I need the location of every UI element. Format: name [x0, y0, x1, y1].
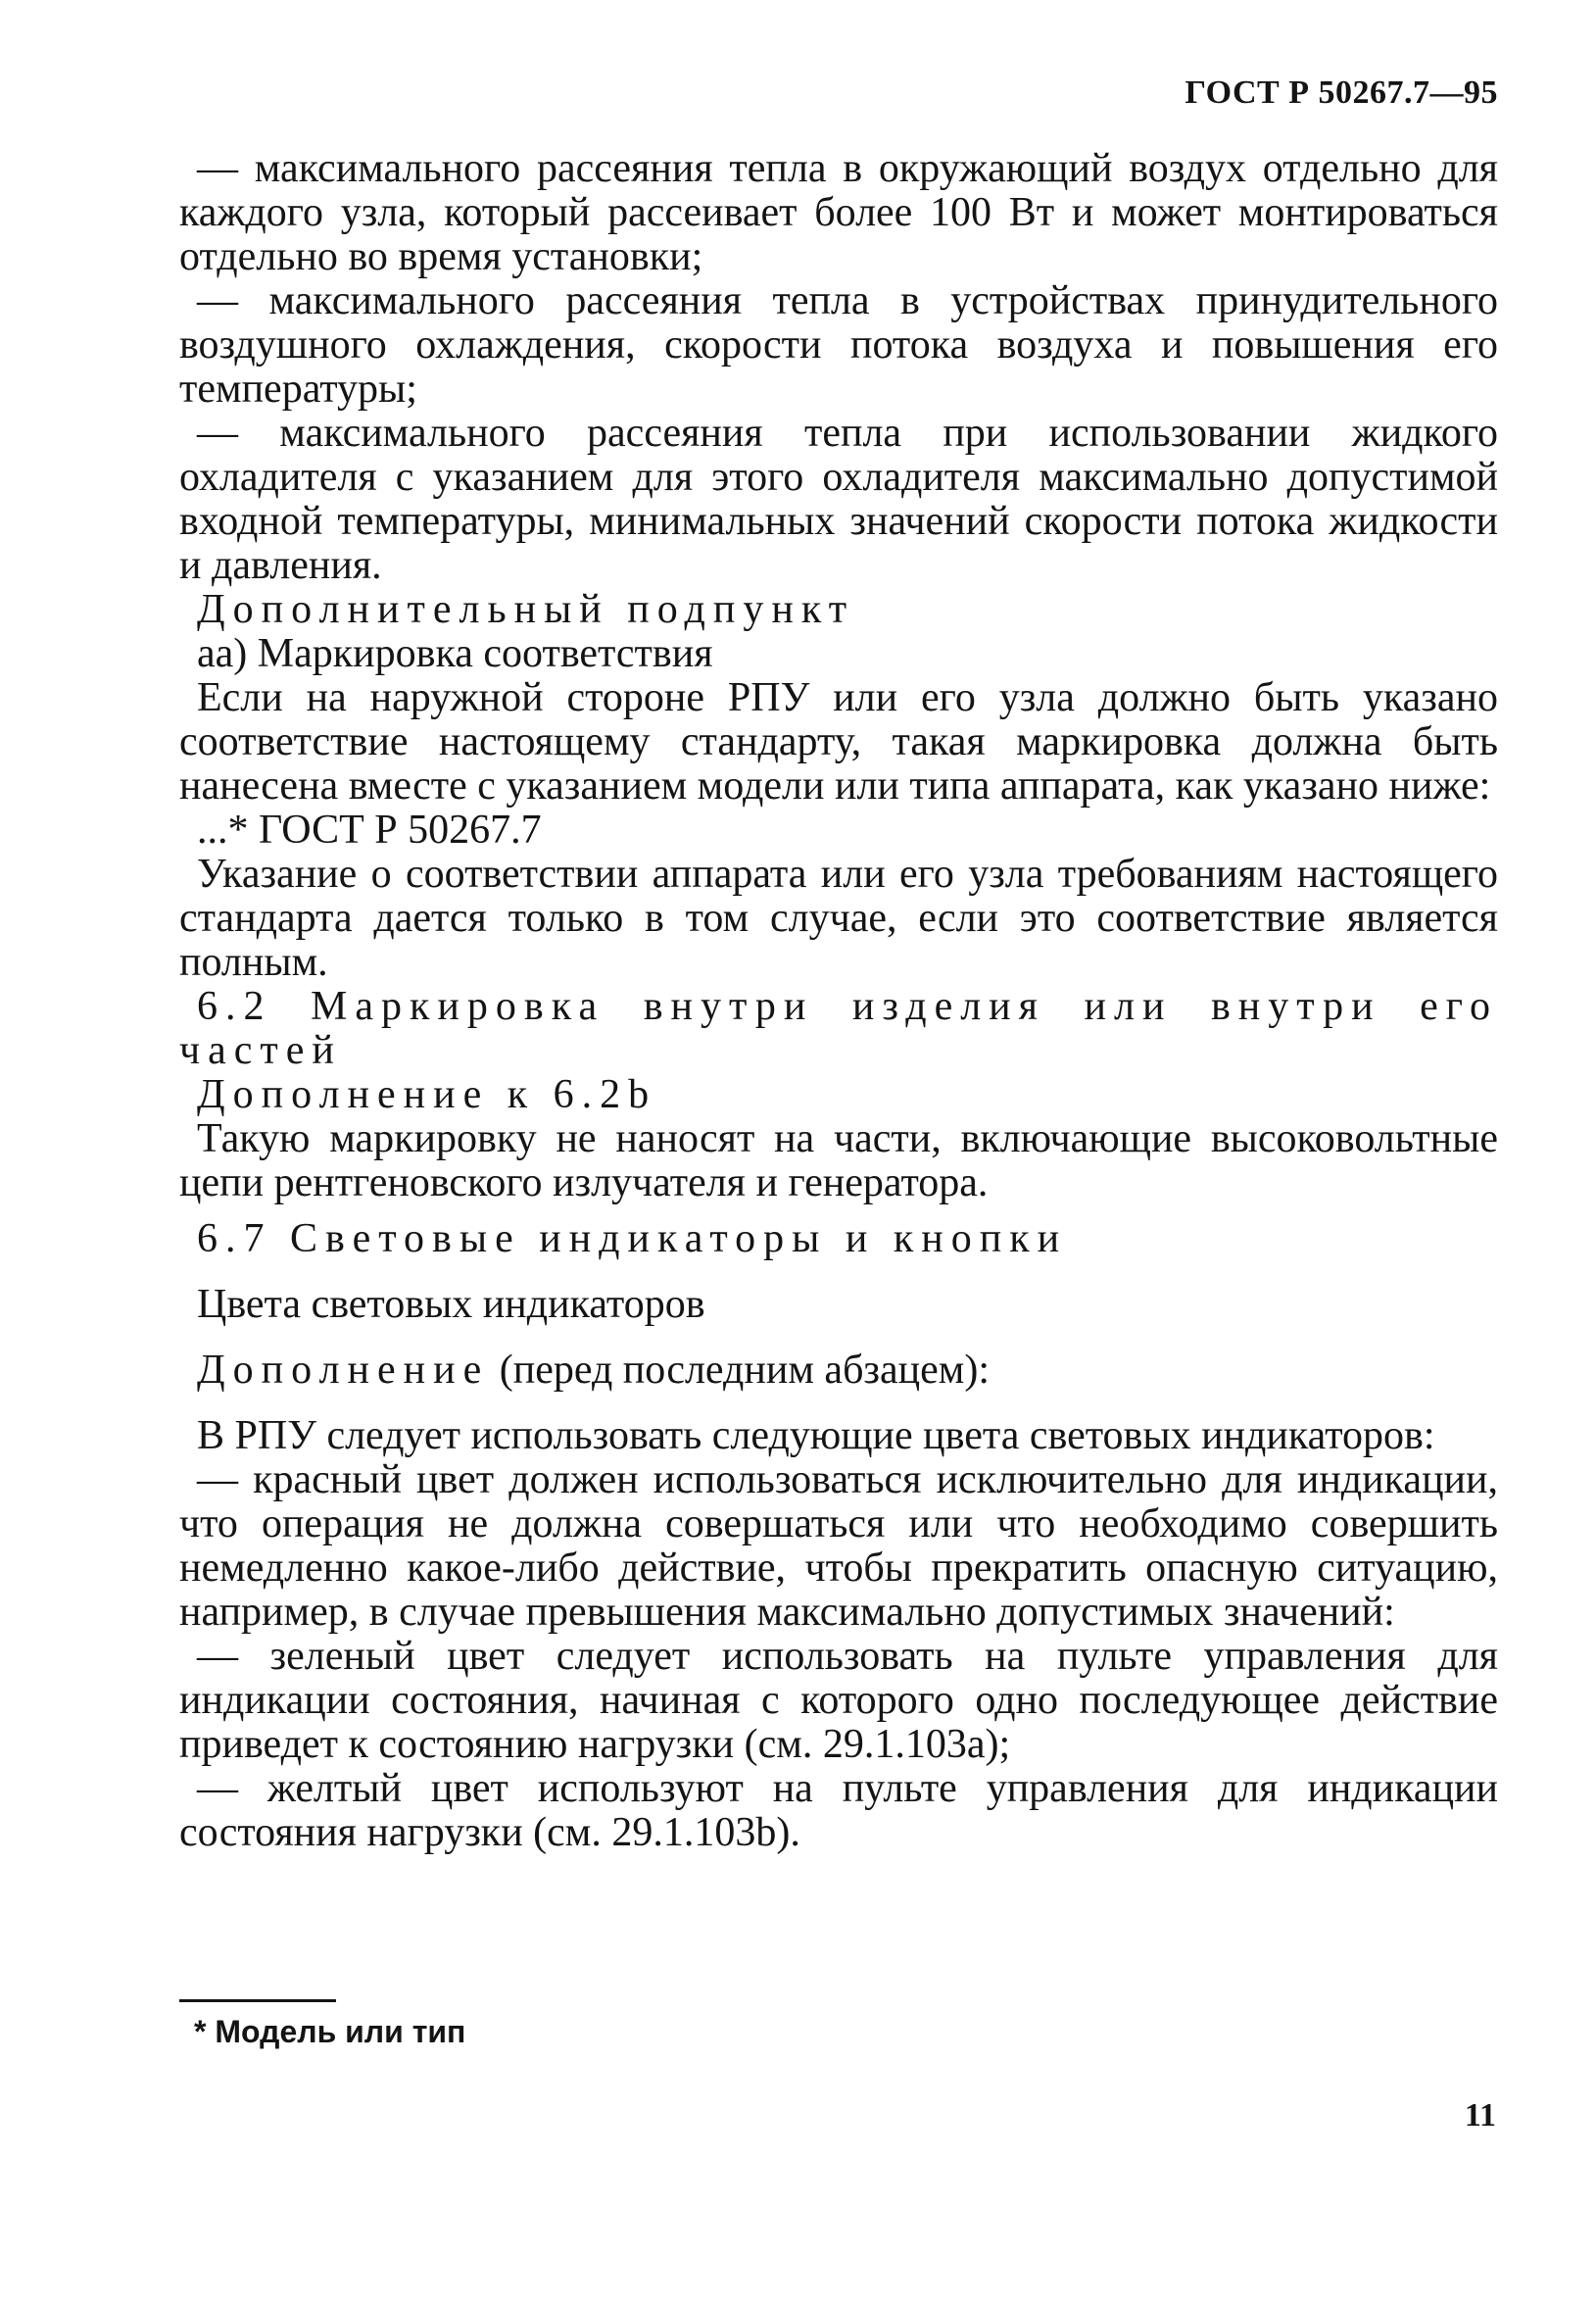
paragraph: Такую маркировку не наносят на части, включающие высоковольтные цепи рентгеновского излучателя и генератора.: [179, 1116, 1498, 1205]
paragraph: Если на наружной стороне РПУ или его узла должно быть указано соответствие настоящему стандарту, такая маркировка должна быть нанесена вместе с указанием модели или типа аппарата, как указано ниже:: [179, 675, 1498, 809]
addition-heading: Дополнение к 6.2b: [197, 1072, 657, 1117]
paragraph: — максимального рассеяния тепла в окружающий воздух отдельно для каждого узла, который рассеивает более 100 Вт и может монтироваться отдельно во время установки;: [179, 146, 1498, 279]
list-item-yellow: — желтый цвет используют на пульте управления для индикации состояния нагрузки (см. 29.1.103b).: [179, 1766, 1498, 1855]
footnote-divider: [179, 1999, 336, 2002]
addition-note: (перед последним абзацем):: [499, 1348, 991, 1393]
addition-line: [179, 1349, 1498, 1393]
subclause-heading: Дополнительный подпункт: [197, 587, 855, 632]
paragraph: — максимального рассеяния тепла при использовании жидкого охладителя с указанием для этого охладителя максимально допустимой входной температуры, минимальных значений скорости потока жидкости и давления.: [179, 411, 1498, 588]
addition-label: Дополнение: [197, 1348, 490, 1393]
standard-header: ГОСТ Р 50267.7—95: [1185, 74, 1498, 111]
subclause-title: аа) Маркировка соответствия: [197, 631, 713, 676]
page-number: 11: [1464, 2097, 1496, 2134]
section-heading-6-2: 6.2 Маркировка внутри изделия или внутри его частей: [179, 984, 1498, 1073]
paragraph: Указание о соответствии аппарата или его узла требованиям настоящего стандарта дается только в том случае, если это соответствие является полным.: [179, 852, 1498, 985]
paragraph: В РПУ следует использовать следующие цвета световых индикаторов:: [197, 1413, 1435, 1458]
document-body: [179, 147, 1498, 1855]
footnote: * Модель или тип: [194, 2014, 466, 2049]
list-item-red: — красный цвет должен использоваться исключительно для индикации, что операция не должна совершаться или что необходимо совершить немедленно какое-либо действие, чтобы прекратить опасную ситуацию, например, в случае превышения максимально допустимых значений:: [179, 1457, 1498, 1635]
section-heading-6-7: 6.7 Световые индикаторы и кнопки: [197, 1216, 1068, 1261]
marking-example: ...* ГОСТ Р 50267.7: [197, 808, 542, 853]
subsection-title: Цвета световых индикаторов: [197, 1282, 705, 1327]
list-item-green: — зеленый цвет следует использовать на пульте управления для индикации состояния, начиная с которого одно последующее действие приведет к состоянию нагрузки (см. 29.1.103a);: [179, 1634, 1498, 1767]
paragraph: — максимального рассеяния тепла в устройствах принудительного воздушного охлаждения, скорости потока воздуха и повышения его температуры;: [179, 278, 1498, 412]
